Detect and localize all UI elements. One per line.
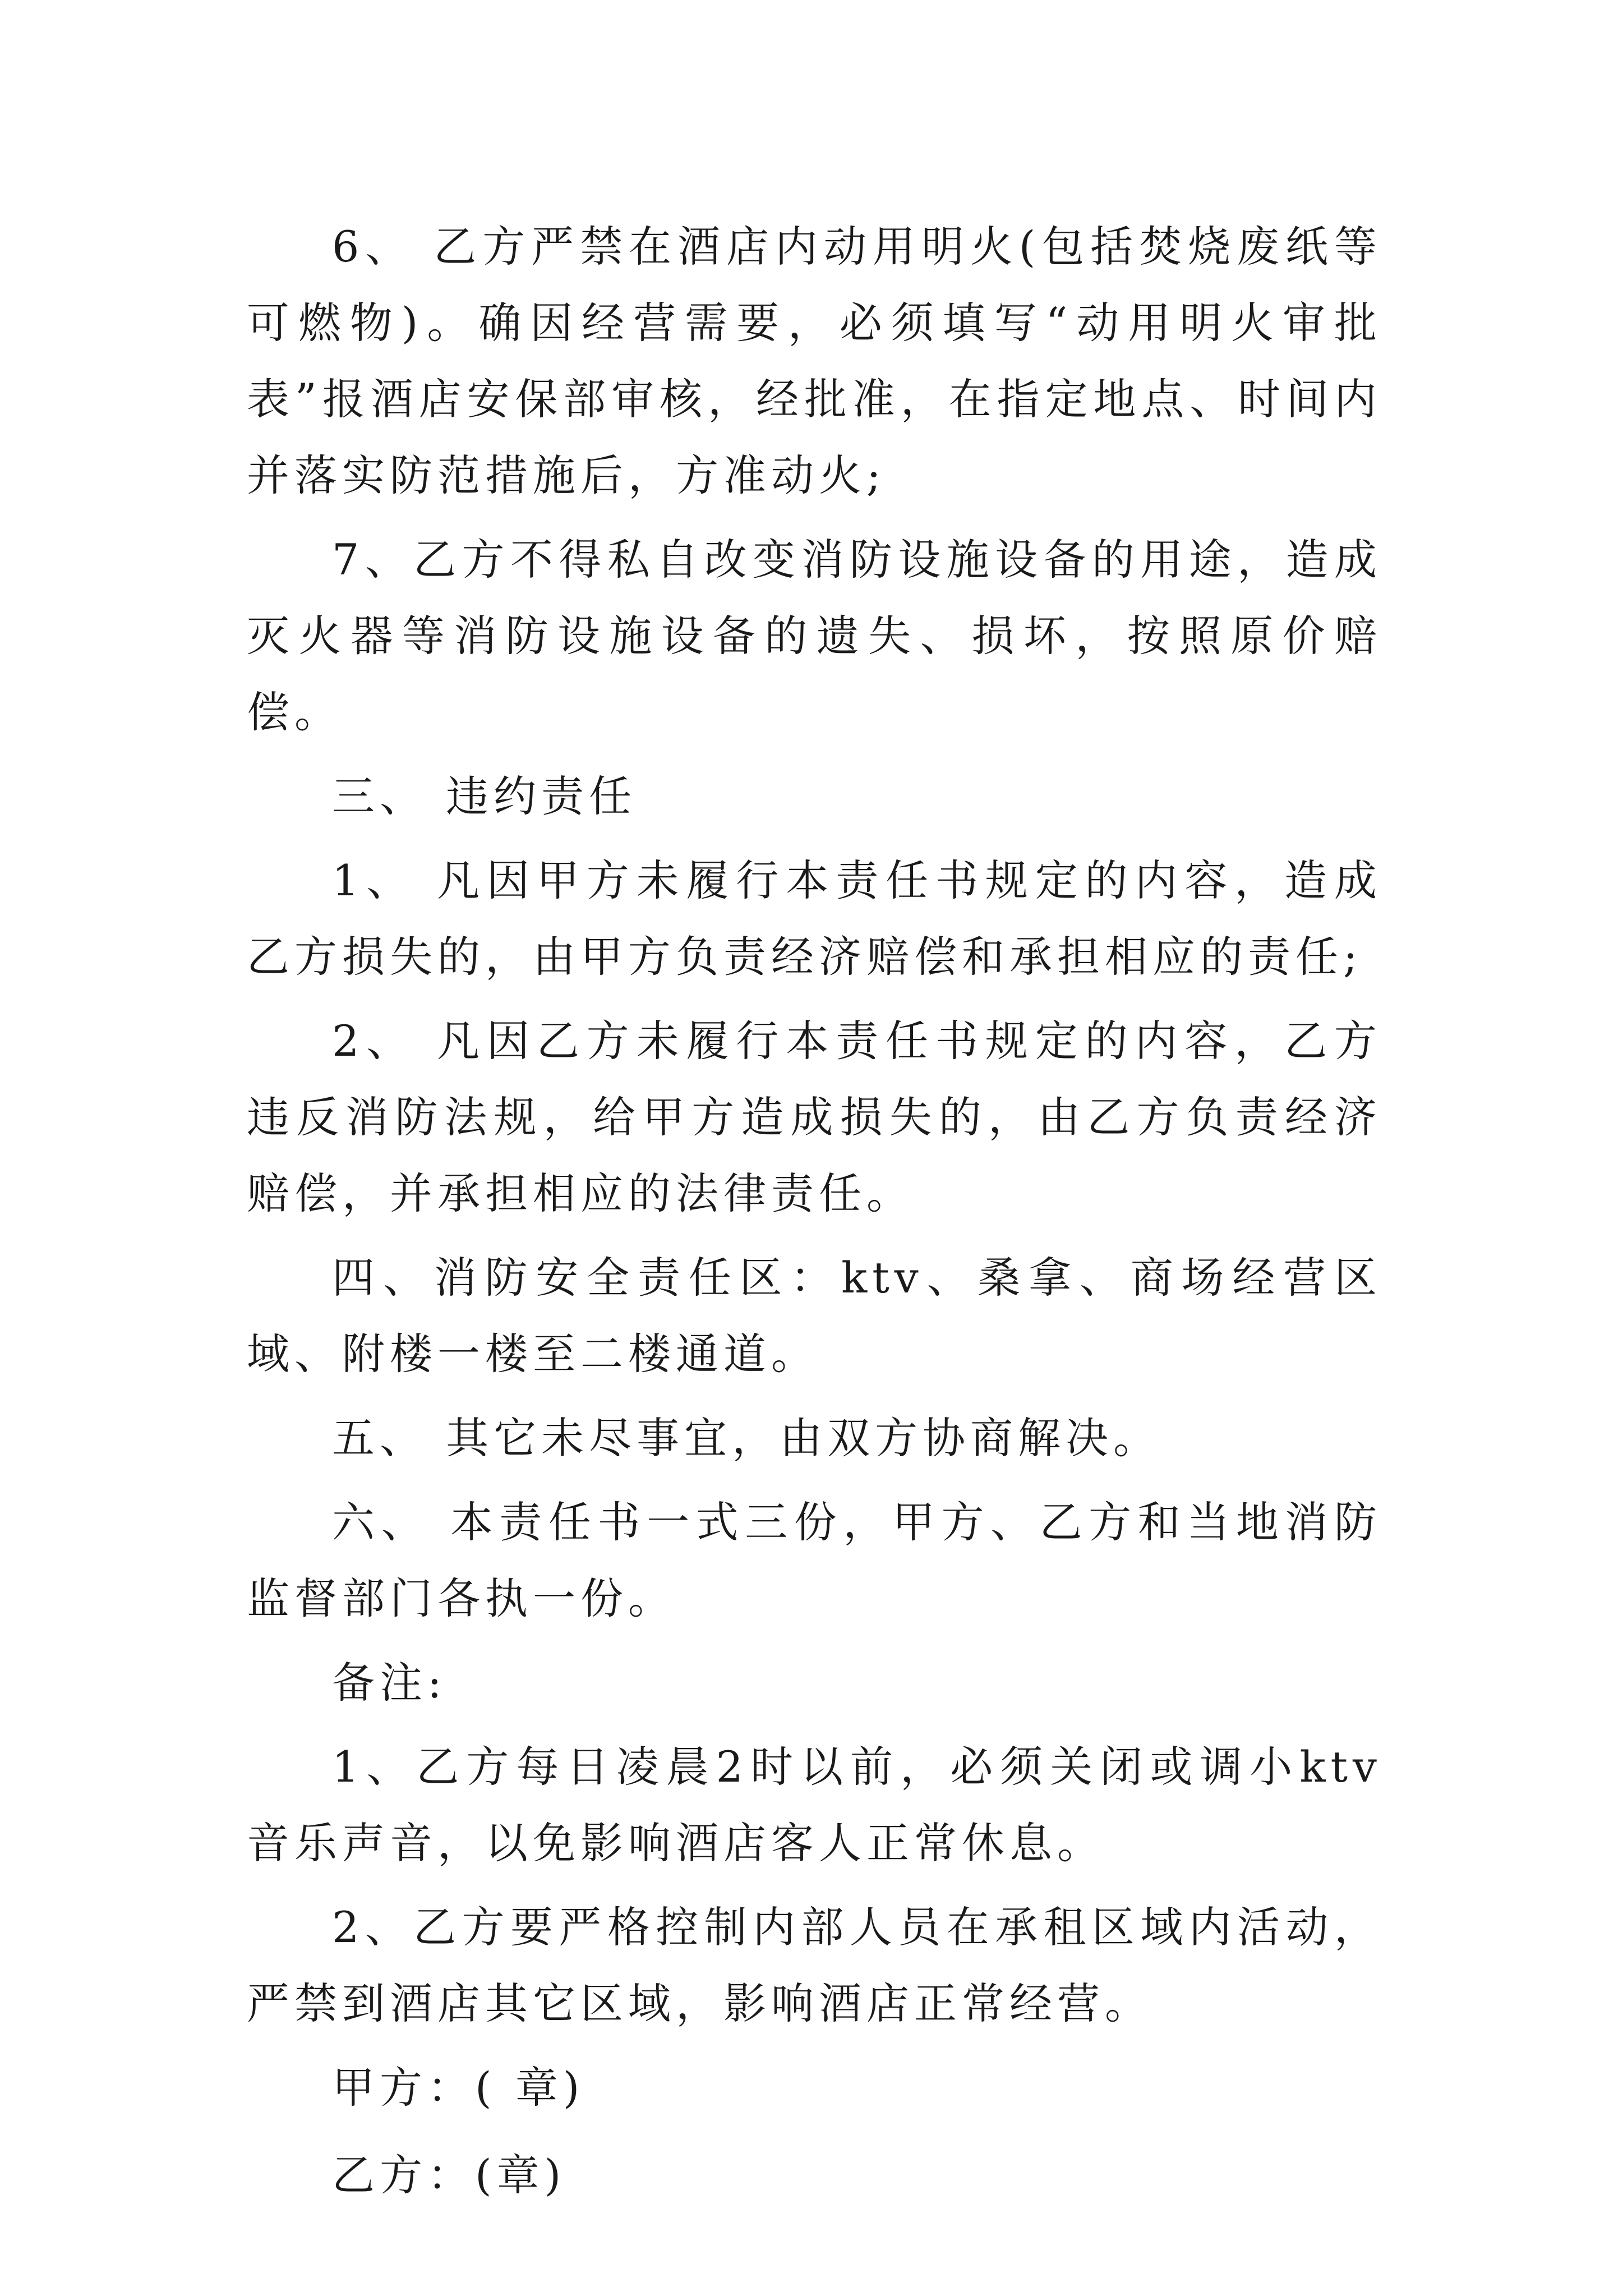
- note-item-1: 1、乙方每日凌晨2时以前，必须关闭或调小ktv音乐声音，以免影响酒店客人正常休息。: [247, 1742, 1382, 1868]
- notes-heading: 备注:: [332, 1658, 447, 1708]
- document-body: [247, 209, 1382, 2225]
- section-responsibility-zone: 四、消防安全责任区：ktv、桑拿、商场经营区域、附楼一楼至二楼通道。: [247, 1253, 1382, 1379]
- section-copies: 六、 本责任书一式三份，甲方、乙方和当地消防监督部门各执一份。: [247, 1497, 1382, 1623]
- note-item-2: 2、乙方要严格控制内部人员在承租区域内活动，严禁到酒店其它区域，影响酒店正常经营。: [247, 1902, 1382, 2028]
- section-heading-liability: 三、 违约责任: [332, 771, 637, 821]
- liability-item-2: 2、 凡因乙方未履行本责任书规定的内容，乙方违反消防法规，给甲方造成损失的，由乙方负责经济赔偿，并承担相应的法律责任。: [247, 1016, 1382, 1218]
- liability-item-1: 1、 凡因甲方未履行本责任书规定的内容，造成乙方损失的，由甲方负责经济赔偿和承担相应的责任;: [247, 855, 1382, 982]
- party-a-seal: 甲方：( 章): [332, 2063, 585, 2113]
- section-other-matters: 五、 其它未尽事宜，由双方协商解决。: [332, 1413, 1161, 1463]
- clause-6-open-flame: 6、 乙方严禁在酒店内动用明火(包括焚烧废纸等可燃物)。确因经营需要，必须填写“动用明火审批表”报酒店安保部审核，经批准，在指定地点、时间内并落实防范措施后，方准动火;: [247, 222, 1382, 500]
- party-b-seal: 乙方：(章): [332, 2150, 566, 2200]
- clause-7-fire-equipment: 7、乙方不得私自改变消防设施设备的用途，造成灭火器等消防设施设备的遗失、损坏，按照原价赔偿。: [247, 535, 1382, 737]
